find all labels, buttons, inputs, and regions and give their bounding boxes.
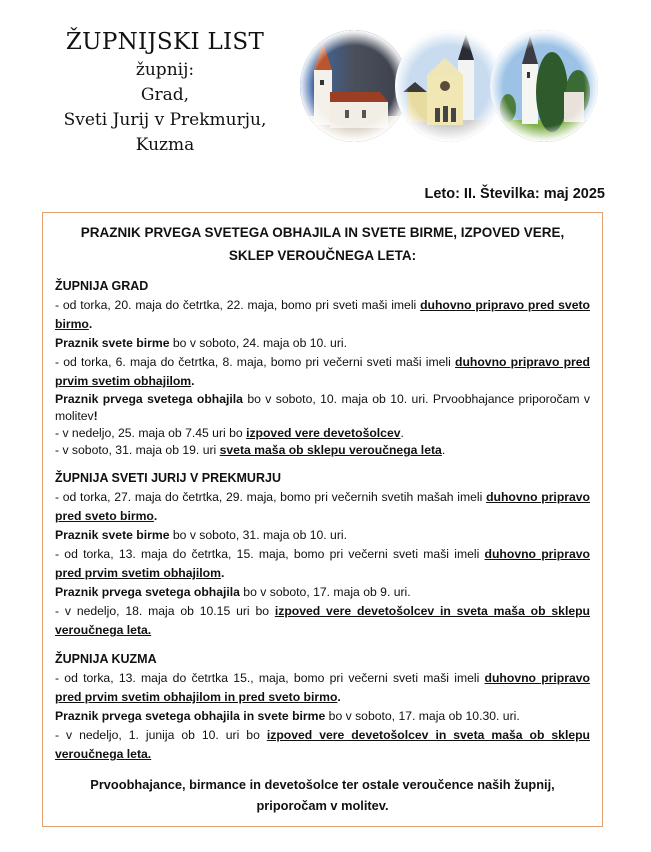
announcement-item bbox=[55, 391, 590, 425]
body-text: - od torka, 13. maja do četrtka, 15. maja, bomo pri večerni sveti maši imeli bbox=[55, 547, 485, 561]
bold-text: Praznik svete birme bbox=[55, 336, 170, 350]
bold-text: . bbox=[153, 509, 158, 523]
announcement-box bbox=[42, 212, 603, 827]
announcement-item bbox=[55, 353, 590, 391]
bold-text: . bbox=[337, 690, 341, 704]
masthead bbox=[40, 26, 290, 158]
church-photos bbox=[300, 30, 600, 142]
church-photo-sveti-jurij-icon bbox=[395, 30, 503, 142]
announcement-item bbox=[55, 425, 590, 442]
church-photo-grad-icon bbox=[300, 30, 408, 142]
emphasized-text: duhovno pripravo pred prvim svetim obhajilom bbox=[55, 355, 590, 388]
body-text: - v nedeljo, 1. junija ob 10. uri bo bbox=[55, 728, 267, 742]
announcement-title-line2: SKLEP VEROUČNEGA LETA: bbox=[228, 248, 417, 263]
announcement-item bbox=[55, 707, 590, 726]
bold-text: Praznik prvega svetega obhajila bbox=[55, 585, 240, 599]
parishes-label: župnij: bbox=[135, 60, 195, 80]
body-text: . bbox=[441, 443, 446, 457]
emphasized-text: duhovno pripravo pred prvim svetim obhajilom bbox=[55, 547, 590, 580]
announcement-item bbox=[55, 442, 590, 459]
announcement-item bbox=[55, 334, 590, 353]
bold-text: . bbox=[88, 317, 93, 331]
body-text: bo v soboto, 17. maja ob 9. uri. bbox=[239, 585, 411, 599]
body-text: - od torka, 13. maja do četrtka 15., maja, bomo pri večerni sveti maši imeli bbox=[55, 671, 485, 685]
emphasized-text: izpoved vere devetošolcev in sveta maša ob sklepu veroučnega leta. bbox=[55, 604, 591, 637]
body-text: . bbox=[400, 426, 404, 440]
emphasized-text: duhovno pripravo pred sveto birmo bbox=[55, 490, 591, 523]
newsletter-title: ŽUPNIJSKI LIST bbox=[65, 29, 265, 55]
parish-heading: ŽUPNIJA GRAD bbox=[55, 279, 149, 293]
body-text: bo v soboto, 10. maja ob 10. uri. Prvoobhajance priporočam v molitev bbox=[55, 392, 590, 423]
body-text: bo v soboto, 24. maja ob 10. uri. bbox=[169, 336, 347, 350]
emphasized-text: izpoved vere devetošolcev in sveta maša ob sklepu veroučnega leta. bbox=[55, 728, 591, 761]
emphasized-text: izpoved vere devetošolcev bbox=[246, 426, 401, 440]
parish-grad: Grad, bbox=[140, 85, 190, 105]
announcement-item bbox=[55, 526, 590, 545]
body-text: bo v soboto, 17. maja ob 10.30. uri. bbox=[325, 709, 520, 723]
announcement-item bbox=[55, 669, 590, 707]
parish-sveti-jurij: Sveti Jurij v Prekmurju, bbox=[63, 110, 267, 130]
emphasized-text: duhovno pripravo pred prvim svetim obhajilom in pred sveto birmo bbox=[55, 671, 590, 704]
closing-line1: Prvoobhajance, birmance in devetošolce ter ostale veroučence naših župnij, bbox=[90, 777, 555, 792]
announcement-item bbox=[55, 488, 590, 526]
parish-section bbox=[55, 469, 590, 640]
closing-line2: priporočam v molitev. bbox=[256, 798, 389, 813]
bold-text: Praznik prvega svetega obhajila in svete birme bbox=[55, 709, 326, 723]
church-photo-kuzma-icon bbox=[490, 30, 598, 142]
body-text: - v nedeljo, 25. maja ob 7.45 uri bo bbox=[55, 426, 247, 440]
announcement-item bbox=[55, 583, 590, 602]
parish-section bbox=[55, 650, 590, 764]
bold-text: Praznik prvega svetega obhajila bbox=[55, 392, 243, 406]
body-text: - od torka, 27. maja do četrtka, 29. maja, bomo pri večernih svetih mašah imeli bbox=[55, 490, 487, 504]
announcement-item bbox=[55, 545, 590, 583]
announcement-item bbox=[55, 602, 590, 640]
issue-info: Leto: II. Številka: maj 2025 bbox=[424, 186, 605, 202]
bold-text: ! bbox=[93, 409, 98, 423]
bold-text: . bbox=[220, 566, 225, 580]
parish-heading: ŽUPNIJA KUZMA bbox=[55, 652, 157, 666]
announcement-item bbox=[55, 726, 590, 764]
announcement-title-line1: PRAZNIK PRVEGA SVETEGA OBHAJILA IN SVETE BIRME, IZPOVED VERE, bbox=[80, 225, 565, 240]
body-text: - od torka, 6. maja do četrtka, 8. maja, bomo pri večerni sveti maši imeli bbox=[55, 355, 456, 369]
body-text: - od torka, 20. maja do četrtka, 22. maja, bomo pri sveti maši imeli bbox=[55, 298, 421, 312]
parish-section bbox=[55, 277, 590, 459]
body-text: bo v soboto, 31. maja ob 10. uri. bbox=[169, 528, 347, 542]
emphasized-text: duhovno pripravo pred sveto birmo bbox=[55, 298, 590, 331]
parish-heading: ŽUPNIJA SVETI JURIJ V PREKMURJU bbox=[55, 471, 281, 485]
announcement-title bbox=[55, 221, 590, 267]
parish-sections bbox=[55, 277, 590, 764]
body-text: - v soboto, 31. maja ob 19. uri bbox=[55, 443, 220, 457]
body-text: - v nedeljo, 18. maja ob 10.15 uri bo bbox=[55, 604, 275, 618]
emphasized-text: sveta maša ob sklepu veroučnega leta bbox=[219, 443, 442, 457]
closing-note bbox=[55, 774, 590, 816]
bold-text: . bbox=[191, 374, 195, 388]
bold-text: Praznik svete birme bbox=[55, 528, 170, 542]
announcement-item bbox=[55, 296, 590, 334]
parish-kuzma: Kuzma bbox=[135, 135, 195, 155]
